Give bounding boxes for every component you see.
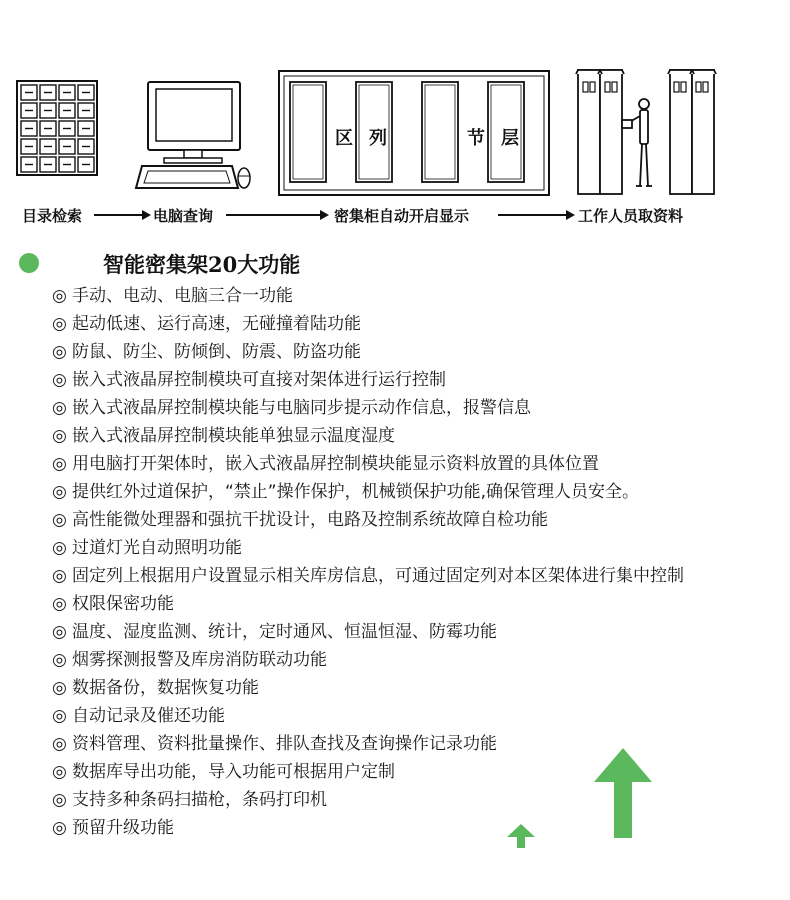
flow-step-computer-query: 电脑查询: [153, 207, 214, 225]
worker-at-shelves-icon: [574, 66, 722, 198]
feature-item: [52, 730, 684, 758]
double-circle-mark-icon: ◎: [52, 818, 67, 838]
feature-text: 嵌入式液晶屏控制模块可直接对架体进行运行控制: [72, 370, 446, 390]
double-circle-mark-icon: ◎: [52, 734, 67, 754]
feature-text: 资料管理、资料批量操作、排队查找及查询操作记录功能: [72, 734, 497, 754]
double-circle-mark-icon: ◎: [52, 706, 67, 726]
double-circle-mark-icon: ◎: [52, 342, 67, 362]
feature-text: 嵌入式液晶屏控制模块能与电脑同步提示动作信息，报警信息: [72, 398, 531, 418]
feature-text: 用电脑打开架体时，嵌入式液晶屏控制模块能显示资料放置的具体位置: [72, 454, 599, 474]
double-circle-mark-icon: ◎: [52, 594, 67, 614]
feature-item: [52, 478, 684, 506]
feature-text: 数据库导出功能，导入功能可根据用户定制: [72, 762, 395, 782]
feature-item: [52, 506, 684, 534]
feature-item: [52, 282, 684, 310]
feature-text: 提供红外过道保护，“禁止”操作保护，机械锁保护功能,确保管理人员安全。: [72, 482, 640, 502]
double-circle-mark-icon: ◎: [52, 510, 67, 530]
computer-icon: [134, 80, 254, 192]
flow-step-staff-retrieve: 工作人员取资料: [578, 207, 684, 225]
feature-item: [52, 450, 684, 478]
double-circle-mark-icon: ◎: [52, 482, 67, 502]
feature-text: 自动记录及催还功能: [72, 706, 225, 726]
feature-text: 固定列上根据用户设置显示相关库房信息，可通过固定列对本区架体进行集中控制: [72, 566, 684, 586]
feature-text: 起动低速、运行高速，无碰撞着陆功能: [72, 314, 361, 334]
double-circle-mark-icon: ◎: [52, 314, 67, 334]
feature-item: [52, 702, 684, 730]
feature-item: [52, 562, 684, 590]
flow-step-cabinet-open-display: 密集柜自动开启显示: [334, 207, 470, 225]
double-circle-mark-icon: ◎: [52, 678, 67, 698]
feature-text: 预留升级功能: [72, 818, 174, 838]
double-circle-mark-icon: ◎: [52, 538, 67, 558]
cabinet-display-panel: [278, 70, 550, 196]
feature-text: 权限保密功能: [72, 594, 174, 614]
flow-arrow-3: [498, 214, 568, 216]
feature-text: 支持多种条码扫描枪，条码打印机: [72, 790, 327, 810]
double-circle-mark-icon: ◎: [52, 790, 67, 810]
double-circle-mark-icon: ◎: [52, 622, 67, 642]
flow-arrow-2: [226, 214, 322, 216]
green-bullet-dot: [19, 253, 39, 273]
small-up-arrow-icon: [507, 824, 535, 848]
feature-item: [52, 338, 684, 366]
feature-text: 防鼠、防尘、防倾倒、防震、防盗功能: [72, 342, 361, 362]
card-catalog-icon: [16, 80, 98, 176]
feature-item: [52, 674, 684, 702]
feature-text: 过道灯光自动照明功能: [72, 538, 242, 558]
double-circle-mark-icon: ◎: [52, 286, 67, 306]
double-circle-mark-icon: ◎: [52, 566, 67, 586]
feature-item: [52, 590, 684, 618]
feature-list: [52, 282, 684, 842]
feature-item: [52, 394, 684, 422]
feature-text: 手动、电动、电脑三合一功能: [72, 286, 293, 306]
panel-label: 区: [335, 128, 353, 149]
feature-text: 烟雾探测报警及库房消防联动功能: [72, 650, 327, 670]
feature-text: 温度、湿度监测、统计，定时通风、恒温恒湿、防霉功能: [72, 622, 497, 642]
feature-text: 高性能微处理器和强抗干扰设计，电路及控制系统故障自检功能: [72, 510, 548, 530]
double-circle-mark-icon: ◎: [52, 426, 67, 446]
feature-item: [52, 618, 684, 646]
large-up-arrow-icon: [594, 748, 652, 840]
double-circle-mark-icon: ◎: [52, 650, 67, 670]
feature-item: [52, 534, 684, 562]
panel-label: 节: [467, 128, 485, 149]
feature-item: [52, 310, 684, 338]
feature-item: [52, 422, 684, 450]
double-circle-mark-icon: ◎: [52, 454, 67, 474]
feature-item: [52, 758, 684, 786]
panel-label: 层: [501, 128, 519, 149]
flow-step-catalog-search: 目录检索: [22, 207, 83, 225]
feature-item: [52, 786, 684, 814]
feature-item: [52, 814, 684, 842]
flow-arrow-1: [94, 214, 144, 216]
panel-label: 列: [369, 128, 387, 149]
feature-text: 嵌入式液晶屏控制模块能单独显示温度湿度: [72, 426, 395, 446]
feature-item: [52, 646, 684, 674]
double-circle-mark-icon: ◎: [52, 370, 67, 390]
double-circle-mark-icon: ◎: [52, 762, 67, 782]
section-title: 智能密集架20大功能: [103, 252, 301, 277]
feature-text: 数据备份，数据恢复功能: [72, 678, 259, 698]
double-circle-mark-icon: ◎: [52, 398, 67, 418]
feature-item: [52, 366, 684, 394]
